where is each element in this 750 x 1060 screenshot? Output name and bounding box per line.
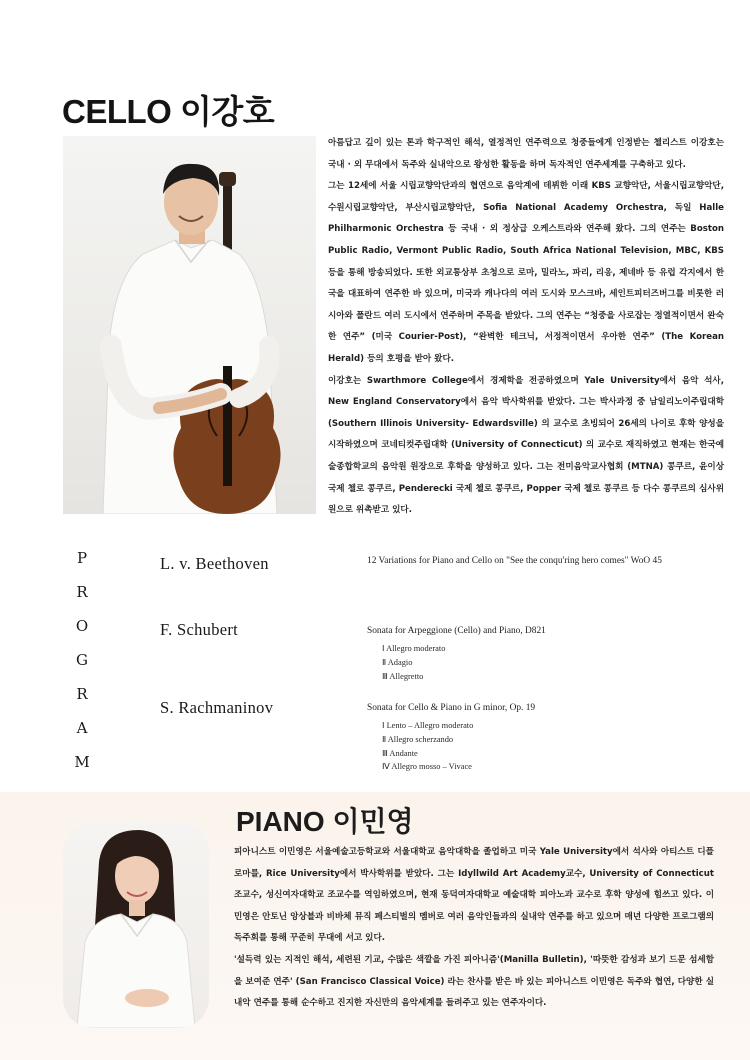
program-letter: R [76, 583, 88, 601]
program-letter: G [76, 651, 88, 669]
movement: Ⅱ Adagio [382, 657, 413, 667]
work-beethoven: 12 Variations for Piano and Cello on "See the conqu'ring hero comes" WoO 45 [367, 556, 662, 566]
cellist-photo [63, 136, 316, 514]
cellist-bio-paragraph-1: 아름답고 깊이 있는 톤과 학구적인 해석, 열정적인 연주력으로 청중들에게 인정받는 첼리스트 이강호는 국내 · 외 무대에서 독주와 실내악으로 왕성한 활동을 하며 독자적인 연주세계를 구축하고 있다. [328, 138, 724, 170]
work-rachmaninov: Sonata for Cello & Piano in G minor, Op. 19 [367, 703, 536, 713]
program-letter: M [74, 753, 90, 771]
cellist-biography [328, 133, 724, 522]
pianist-photo [63, 822, 209, 1028]
movements-rachmaninov [382, 719, 473, 774]
composer-schubert: F. Schubert [160, 620, 239, 639]
cello-title: CELLO 이강호 [62, 93, 275, 130]
pianist-bio-paragraph-2: '설득력 있는 지적인 해석, 세련된 기교, 수많은 색깔을 가진 피아니즘'(Manilla Bulletin), '따뜻한 감성과 보기 드문 섬세함을 보여준 연주' (San Francisco Classical Voice) 라는 찬사를 받은 바 있는 피아니스트 이민영은 독주와 협연, 다양한 실내악 연주를 통해 순수하고 진지한 자신만의 음악세계를 들려주고 있는 연주자이다. [234, 954, 714, 1009]
movement: Ⅳ Allegro mosso – Vivace [382, 762, 472, 772]
cellist-illustration [63, 136, 316, 514]
composer-beethoven: L. v. Beethoven [160, 554, 269, 573]
movement: Ⅱ Allegro scherzando [382, 734, 454, 744]
movement: Ⅲ Andante [382, 748, 418, 758]
cellist-bio-paragraph-2: 그는 12세에 서울 시립교향악단과의 협연으로 음악계에 데뷔한 이래 KBS 교향악단, 서울시립교향악단, 수원시립교향악단, 부산시립교향악단, Sofia National Academy Orchestra, 독일 Halle Philharmonic Orchestra 등 국내 · 외 정상급 오케스트라와 연주해 왔다. 그의 연주는 Boston Public Radio, Vermont Public Radio, South Africa National Television, MBC, KBS 등을 통해 방송되었다. 또한 외교통상부 초청으로 로마, 밀라노, 파리, 리옹, 제네바 등 유럽 각지에서 한국을 대표하여 연주한 바 있으며, 미국과 캐나다의 여러 도시와 모스크바, 세인트피터즈버그를 비롯한 러시아와 폴란드 여러 도시에서 연주하며 주목을 받았다. 그의 연주는 “청중을 사로잡는 정열적이면서 완숙한 연주” (미국 Courier-Post), “완벽한 테크닉, 서정적이면서 우아한 연주” (The Korean Herald) 등의 호평을 받아 왔다. [328, 181, 724, 364]
program-letter: A [76, 719, 88, 737]
program-vertical-heading [74, 548, 90, 786]
program-letter: O [75, 617, 89, 635]
movements-schubert [382, 642, 445, 683]
pianist-bio-paragraph-1: 피아니스트 이민영은 서울예술고등학교와 서울대학교 음악대학을 졸업하고 미국 Yale University에서 석사와 아티스트 디플로마를, Rice University에서 박사학위를 받았다. 그는 Idyllwild Art Academy교수, University of Connecticut 조교수, 성신여자대학교 조교수를 역임하였으며, 현재 동덕여자대학교 예술대학 피아노과 교수로 후학 양성에 힘쓰고 있다. 이민영은 안토닌 앙상블과 비바체 뮤직 페스티벌의 멤버로 여러 음악인들과의 실내악 연주를 하고 있으며 매년 다양한 프로그램의 독주회를 통해 꾸준히 무대에 서고 있다. [234, 847, 714, 944]
program-letter: P [76, 549, 88, 567]
cellist-bio-paragraph-3: 이강호는 Swarthmore College에서 경제학을 전공하였으며 Yale University에서 음악 석사, New England Conservatory에서 음악 박사학위를 받았다. 그는 박사과정 중 남일리노이주립대학 (Southern Illinois University- Edwardsville) 의 교수로 초빙되어 26세의 나이로 후학 양성을 시작하였으며 코네티컷주립대학 (University of Connecticut) 의 교수로 재직하였고 현재는 한국예술종합학교의 음악원 원장으로 후학을 양성하고 있다. 그는 전미음악교사협회 (MTNA) 콩쿠르, 윤이상 국제 첼로 콩쿠르, Penderecki 국제 첼로 콩쿠르, Popper 국제 첼로 콩쿠르 등 다수 콩쿠르의 심사위원으로 위촉받고 있다. [328, 375, 724, 516]
piano-title: PIANO 이민영 [236, 806, 414, 837]
program-letter: R [76, 685, 88, 703]
movement: Ⅲ Allegretto [382, 671, 424, 681]
composer-rachmaninov: S. Rachmaninov [160, 698, 274, 717]
pianist-biography [234, 842, 714, 1015]
pianist-illustration [63, 822, 209, 1028]
movement: Ⅰ Lento – Allegro moderato [382, 721, 474, 730]
work-schubert: Sonata for Arpeggione (Cello) and Piano, D821 [367, 626, 546, 636]
movement: Ⅰ Allegro moderato [382, 644, 446, 653]
